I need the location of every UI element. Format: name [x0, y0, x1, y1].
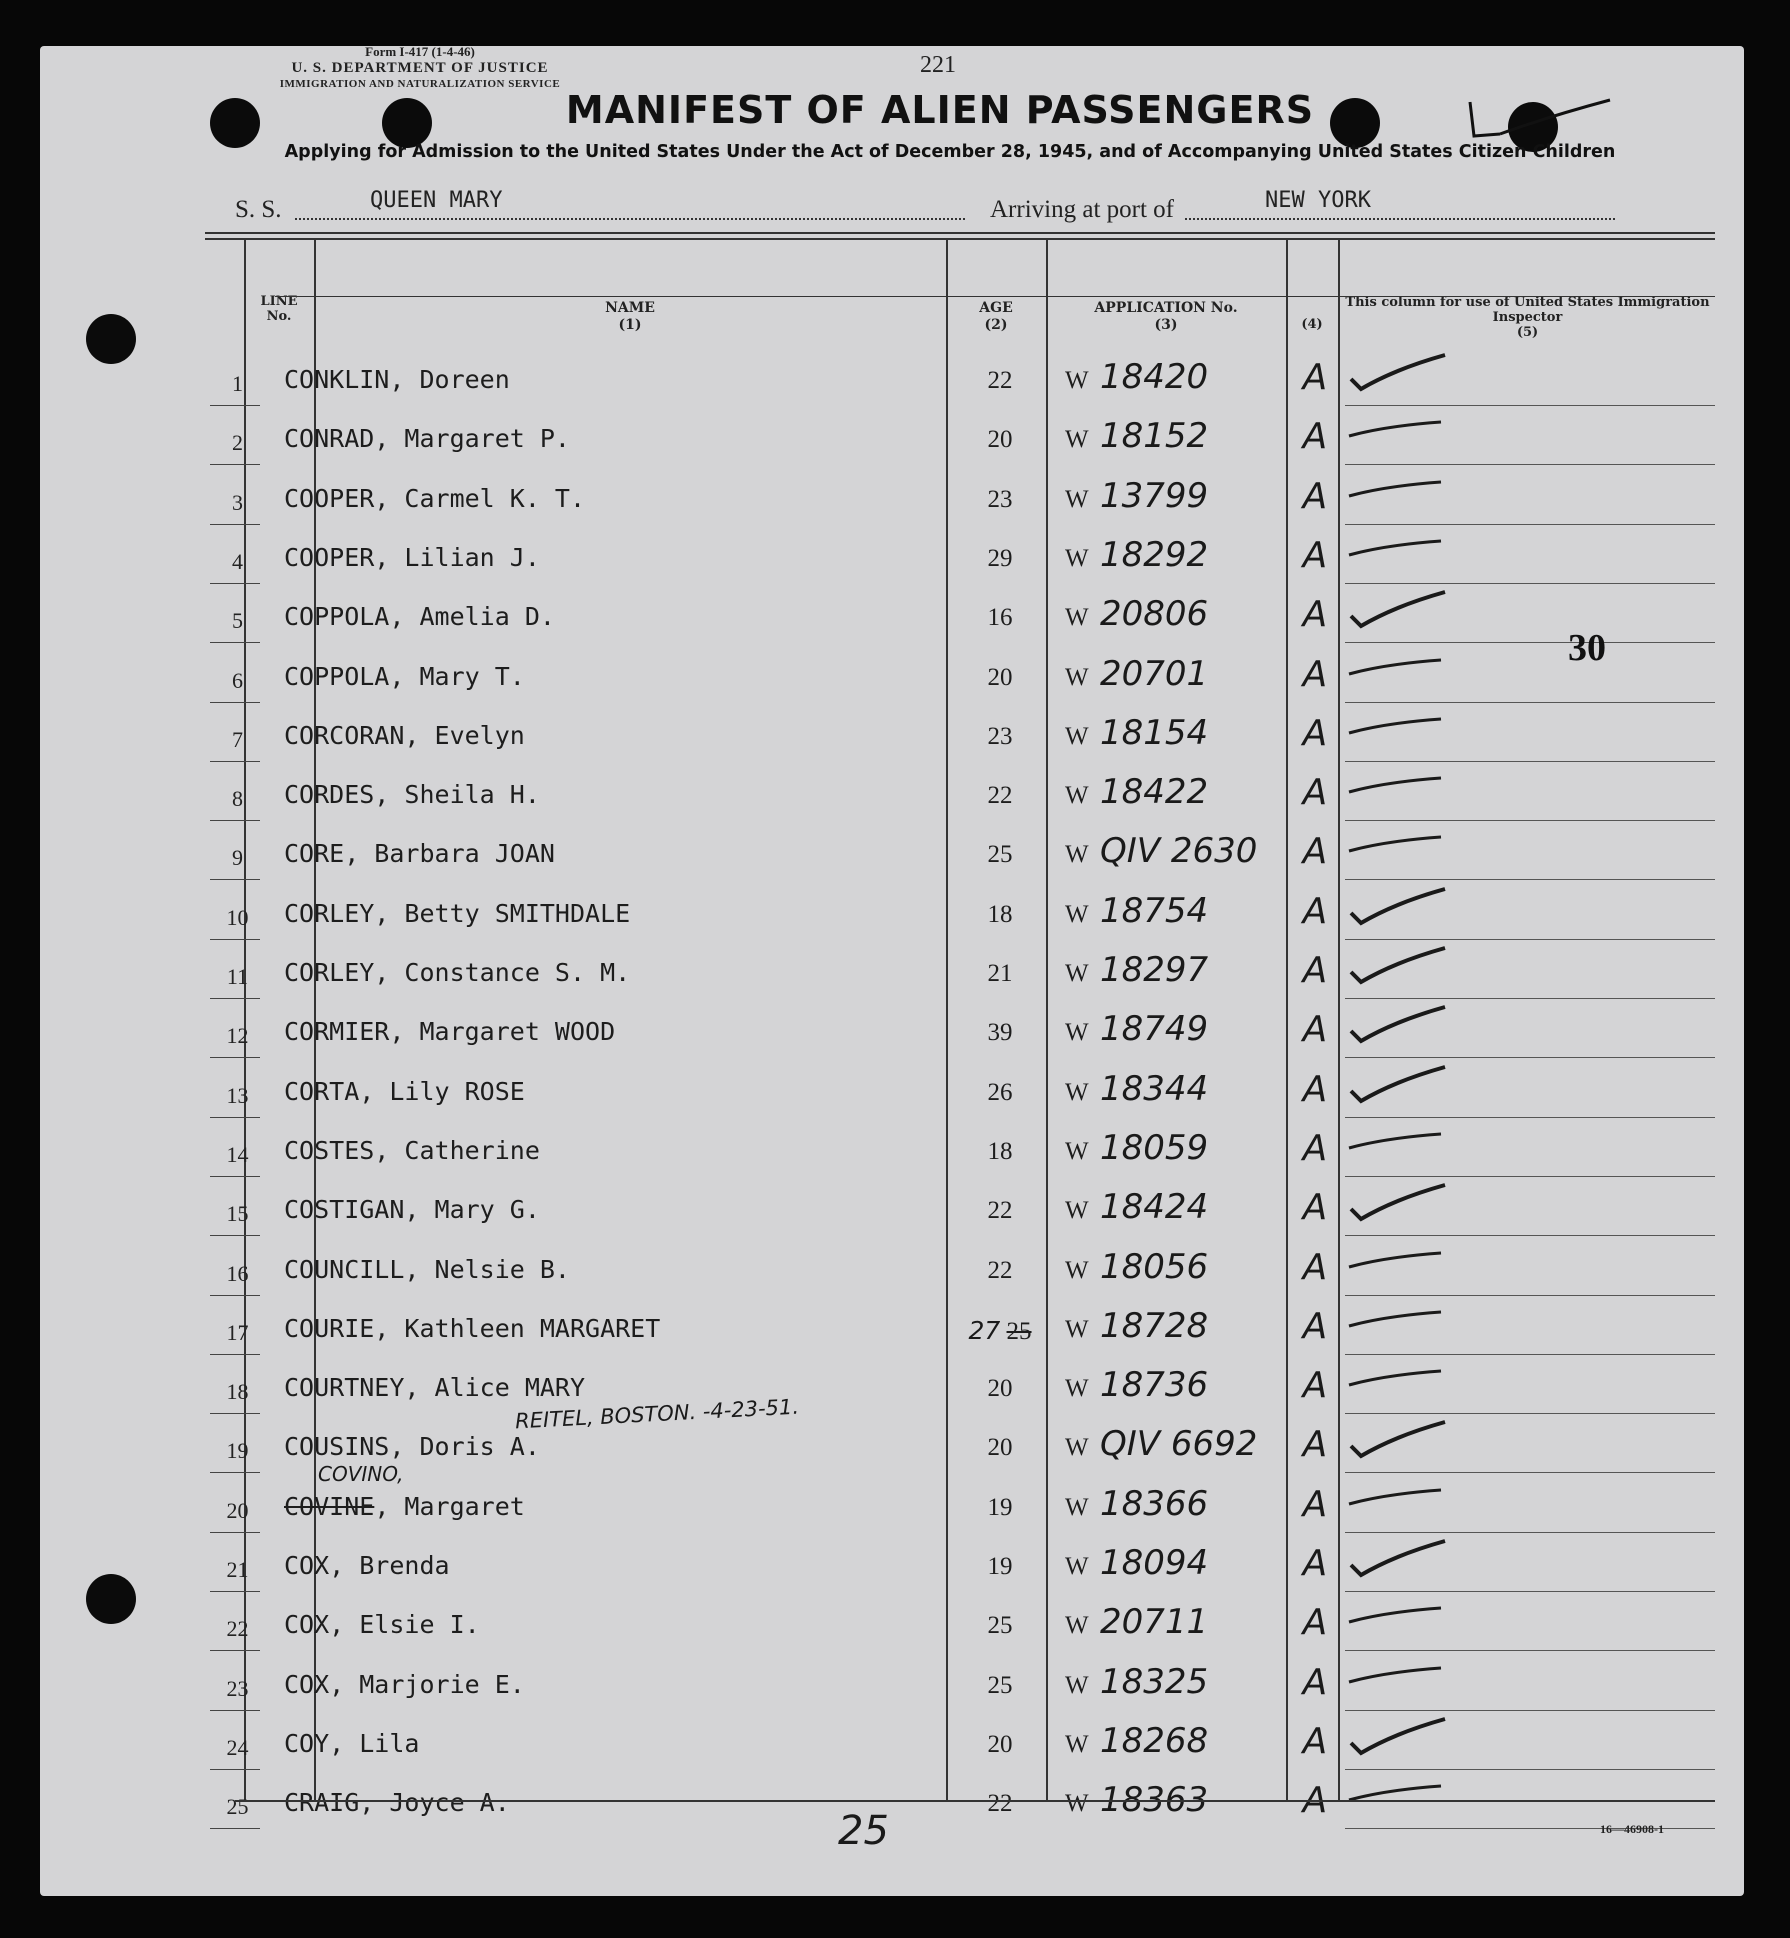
admission-mark: A: [1302, 831, 1328, 873]
table-row: [0, 1355, 1790, 1414]
table-row: [0, 1296, 1790, 1355]
line-number: 6: [232, 667, 243, 693]
passenger-age: [945, 1316, 1055, 1346]
line-number: 1: [232, 371, 243, 396]
application-number: 18325: [1100, 1661, 1209, 1702]
passenger-age: 29: [987, 544, 1013, 572]
inspector-checkmark-icon: [1345, 946, 1455, 986]
corrected-age: 27: [968, 1315, 1001, 1345]
table-row: [0, 1118, 1790, 1177]
passenger-age: 21: [987, 960, 1013, 987]
visa-class: W: [1065, 722, 1089, 750]
visa-class: W: [1065, 1315, 1089, 1343]
table-row: [0, 1177, 1790, 1236]
inspector-checkmark-stroke: [1349, 1668, 1441, 1682]
inspector-checkmark-icon: [1345, 1302, 1455, 1342]
table-row: [0, 1474, 1790, 1533]
line-number: 15: [226, 1201, 249, 1227]
inspector-checkmark-icon: [1345, 412, 1455, 452]
table-row: [0, 644, 1790, 703]
table-row: [0, 525, 1790, 584]
visa-class: W: [1065, 1197, 1089, 1225]
table-row: [0, 1414, 1790, 1473]
table-row: [0, 821, 1790, 880]
application-column-number: (3): [1154, 317, 1178, 333]
admission-mark: A: [1302, 357, 1328, 398]
inspector-checkmark-stroke: [1351, 948, 1445, 982]
given-name: , Margaret: [374, 1491, 525, 1521]
table-row: [0, 762, 1790, 821]
admission-mark: A: [1302, 1068, 1328, 1110]
line-number: 10: [226, 904, 249, 930]
inspector-checkmark-icon: [1345, 1065, 1455, 1105]
table-row: [0, 881, 1790, 940]
application-number: 18736: [1100, 1365, 1209, 1406]
passenger-age: 16: [987, 604, 1013, 632]
application-number: 18420: [1100, 357, 1209, 397]
inspector-checkmark-icon: [1345, 650, 1455, 690]
visa-class: W: [1065, 782, 1089, 810]
inspector-checkmark-icon: [1345, 1776, 1455, 1816]
ship-info-row: [235, 188, 1715, 224]
inspector-checkmark-stroke: [1351, 355, 1445, 389]
inspector-checkmark-icon: [1345, 1717, 1455, 1757]
inspector-checkmark-stroke: [1351, 1422, 1445, 1456]
passenger-age: 18: [987, 900, 1013, 928]
application-number: 18152: [1100, 416, 1209, 457]
column-header-application: [1048, 300, 1284, 334]
application-number: QIV 6692: [1100, 1424, 1258, 1465]
passenger-name: COUSINS, Doris A.: [284, 1432, 540, 1462]
inspector-checkmark-icon: [1345, 590, 1455, 630]
inspector-checkmark-stroke: [1349, 837, 1441, 851]
passenger-name: CORE, Barbara JOAN: [284, 839, 555, 869]
passenger-name: COURTNEY, Alice MARY: [284, 1373, 586, 1403]
inspector-header: This column for use of United States Immigration Inspector: [1345, 295, 1710, 325]
application-number: 18297: [1100, 950, 1209, 990]
name-column-number: (1): [618, 317, 642, 333]
passenger-age: 26: [987, 1078, 1013, 1106]
admission-mark: A: [1302, 950, 1328, 991]
inspector-checkmark-stroke: [1349, 1608, 1441, 1622]
application-number: 18424: [1100, 1187, 1209, 1228]
application-number: 18094: [1100, 1543, 1209, 1583]
admission-mark: A: [1302, 1305, 1328, 1347]
passenger-name: CONKLIN, Doreen: [284, 365, 510, 394]
visa-class: W: [1065, 1137, 1089, 1165]
application-number: 20711: [1100, 1602, 1209, 1643]
passenger-age: 22: [987, 1790, 1013, 1818]
application-number: 18344: [1100, 1068, 1209, 1109]
visa-class: W: [1065, 1553, 1089, 1580]
passenger-name: COOPER, Carmel K. T.: [284, 483, 586, 513]
line-number: 11: [226, 964, 249, 989]
line-number: 7: [232, 726, 243, 752]
passenger-name: CORDES, Sheila H.: [284, 780, 540, 810]
passenger-name: COPPOLA, Amelia D.: [284, 602, 555, 632]
passenger-age: 22: [987, 1256, 1013, 1284]
column-4-number: (4): [1301, 317, 1323, 332]
passenger-name: COURIE, Kathleen MARGARET: [284, 1313, 661, 1343]
inspector-checkmark-stroke: [1349, 1253, 1441, 1267]
page-number: 221: [920, 52, 956, 78]
passenger-name: CORLEY, Betty SMITHDALE: [284, 898, 631, 928]
header-underline: [275, 296, 1715, 297]
application-number: 18059: [1100, 1127, 1209, 1168]
table-row: [0, 1533, 1790, 1592]
line-number: 3: [232, 489, 243, 515]
application-number: 20701: [1100, 653, 1209, 694]
line-number: 14: [226, 1141, 249, 1167]
line-number: 16: [226, 1260, 249, 1286]
visa-class: W: [1065, 900, 1089, 928]
passenger-name: COOPER, Lilian J.: [284, 542, 540, 572]
inspector-checkmark-icon: [1345, 1243, 1455, 1283]
inspector-checkmark-icon: [1345, 827, 1455, 867]
passenger-name: [284, 1492, 525, 1521]
line-number: 23: [226, 1675, 249, 1701]
inspector-checkmark-stroke: [1351, 1007, 1445, 1041]
ship-name-underline: [295, 218, 965, 220]
passenger-name: COSTIGAN, Mary G.: [284, 1195, 540, 1225]
passenger-name: CORTA, Lily ROSE: [284, 1076, 525, 1106]
inspector-checkmark-stroke: [1349, 1786, 1441, 1800]
arriving-port-label: Arriving at port of: [990, 196, 1174, 223]
admission-mark: A: [1302, 1187, 1328, 1229]
admission-mark: A: [1302, 594, 1328, 636]
application-number: 18422: [1100, 772, 1209, 813]
passenger-age: 22: [987, 1197, 1013, 1225]
name-header: NAME: [605, 300, 655, 316]
inspector-checkmark-stroke: [1349, 422, 1441, 436]
admission-mark: A: [1302, 1365, 1328, 1407]
inspector-column-number: (5): [1516, 325, 1539, 340]
printer-code: 16—46908-1: [1600, 1822, 1664, 1836]
line-number: 21: [226, 1557, 249, 1582]
line-number: 25: [226, 1794, 249, 1820]
passenger-count-note: 25: [838, 1808, 889, 1854]
port-name: NEW YORK: [1265, 188, 1371, 213]
passenger-age: 18: [987, 1137, 1013, 1165]
line-number: 20: [226, 1497, 249, 1523]
visa-class: W: [1065, 960, 1089, 987]
column-header-4: [1288, 317, 1336, 332]
table-row: [0, 1652, 1790, 1711]
application-number: 20806: [1100, 594, 1209, 635]
line-number: 18: [226, 1379, 249, 1405]
struck-age: 25: [1006, 1317, 1032, 1345]
admission-mark: A: [1302, 1246, 1328, 1288]
inspector-checkmark-icon: [1345, 1658, 1455, 1698]
visa-class: W: [1065, 663, 1089, 691]
inspector-checkmark-icon: [1345, 353, 1455, 393]
visa-class: W: [1065, 1434, 1089, 1462]
inspector-checkmark-icon: [1345, 1124, 1455, 1164]
admission-mark: A: [1302, 712, 1328, 754]
punch-hole: [1330, 98, 1380, 148]
inspector-checkmark-icon: [1345, 1539, 1455, 1579]
application-number: 18268: [1100, 1720, 1209, 1761]
inspector-checkmark-stroke: [1351, 1541, 1445, 1575]
application-number: 18366: [1100, 1483, 1209, 1524]
passenger-name: COY, Lila: [284, 1728, 420, 1758]
visa-class: W: [1065, 1730, 1089, 1758]
inspector-checkmark-stroke: [1351, 592, 1445, 626]
application-number: 18154: [1100, 712, 1209, 753]
line-no-header: LINE No.: [260, 294, 298, 324]
application-number: 18056: [1100, 1246, 1209, 1287]
covino-correction-note: COVINO,: [318, 1462, 404, 1486]
admission-mark: A: [1302, 416, 1328, 458]
application-number: 18728: [1100, 1305, 1209, 1346]
table-row: [0, 584, 1790, 643]
inspector-checkmark-icon: [1345, 472, 1455, 512]
column-header-age: [948, 300, 1044, 334]
visa-class: W: [1065, 1671, 1089, 1699]
ship-name: QUEEN MARY: [370, 188, 503, 213]
department-name: U. S. DEPARTMENT OF JUSTICE: [291, 60, 549, 76]
line-number: 2: [232, 430, 243, 456]
passenger-age: 23: [987, 485, 1013, 513]
passenger-age: 25: [987, 1671, 1013, 1699]
inspector-checkmark-icon: [1345, 768, 1455, 808]
visa-class: W: [1065, 367, 1089, 394]
passenger-age: 22: [987, 367, 1013, 394]
inspector-checkmark-icon: [1345, 531, 1455, 571]
passenger-name: COSTES, Catherine: [284, 1135, 540, 1165]
admission-mark: A: [1302, 1720, 1328, 1762]
passenger-age: 39: [987, 1019, 1013, 1047]
visa-class: W: [1065, 426, 1089, 454]
passenger-age: 22: [987, 782, 1013, 810]
passenger-name: COX, Marjorie E.: [284, 1669, 525, 1699]
column-header-inspector: [1340, 295, 1715, 340]
line-number: 24: [226, 1734, 249, 1760]
port-name-underline: [1185, 218, 1615, 220]
table-row: [0, 406, 1790, 465]
passenger-name: CONRAD, Margaret P.: [284, 424, 570, 454]
admission-mark: A: [1302, 1543, 1328, 1584]
line-number: 19: [226, 1438, 249, 1464]
age-column-number: (2): [984, 317, 1008, 333]
table-row: [0, 466, 1790, 525]
inspector-checkmark-stroke: [1349, 1134, 1441, 1148]
passenger-name: COUNCILL, Nelsie B.: [284, 1254, 570, 1284]
admission-mark: A: [1302, 1602, 1328, 1644]
passenger-age: 20: [987, 1375, 1013, 1403]
inspector-checkmark-icon: [1345, 1183, 1455, 1223]
admission-mark: A: [1302, 772, 1328, 814]
application-number: 18754: [1100, 890, 1209, 931]
visa-class: W: [1065, 1790, 1089, 1818]
table-row: [0, 999, 1790, 1058]
application-number: 18363: [1100, 1780, 1209, 1821]
inspector-checkmark-icon: [1345, 1361, 1455, 1401]
inspector-checkmark-icon: [1345, 1005, 1455, 1045]
line-number: 13: [226, 1082, 249, 1108]
reitel-boston-note: REITEL, BOSTON. -4-23-51.: [514, 1394, 800, 1434]
passenger-age: 19: [987, 1493, 1013, 1521]
sheet-count-stamp: 30: [1568, 627, 1606, 669]
admission-mark: A: [1302, 1009, 1328, 1051]
inspector-checkmark-icon: [1345, 1420, 1455, 1460]
visa-class: W: [1065, 841, 1089, 869]
visa-class: W: [1065, 485, 1089, 513]
passenger-age: 20: [987, 663, 1013, 691]
application-number: 13799: [1100, 475, 1209, 516]
passenger-age: 19: [987, 1553, 1013, 1580]
table-row: [0, 1711, 1790, 1770]
passenger-name: CORLEY, Constance S. M.: [284, 958, 631, 987]
struck-surname: COVINE: [284, 1491, 375, 1521]
passenger-age: 23: [987, 722, 1013, 750]
header-divider: [205, 238, 1715, 240]
inspector-checkmark-stroke: [1349, 541, 1441, 555]
inspector-checkmark-stroke: [1351, 889, 1445, 923]
inspector-checkmark-icon: [1345, 709, 1455, 749]
visa-class: W: [1065, 1256, 1089, 1284]
line-number: 4: [232, 548, 243, 574]
admission-mark: A: [1302, 890, 1328, 932]
column-header-name: [316, 300, 944, 334]
line-number: 9: [232, 845, 243, 871]
visa-class: W: [1065, 544, 1089, 572]
admission-mark: A: [1302, 1424, 1328, 1466]
passenger-name: CORMIER, Margaret WOOD: [284, 1017, 616, 1047]
passenger-name: CRAIG, Joyce A.: [284, 1788, 510, 1818]
passenger-name: CORCORAN, Evelyn: [284, 720, 525, 750]
line-number: 17: [226, 1319, 249, 1345]
inspector-checkmark-stroke: [1351, 1719, 1445, 1753]
visa-class: W: [1065, 604, 1089, 632]
inspector-checkmark-stroke: [1349, 719, 1441, 733]
line-number: 8: [232, 786, 243, 812]
inspector-checkmark-stroke: [1349, 660, 1441, 674]
admission-mark: A: [1302, 1780, 1328, 1822]
form-identification: [230, 44, 610, 92]
table-row: [0, 1059, 1790, 1118]
header-divider: [205, 232, 1715, 234]
passenger-age: 20: [987, 1730, 1013, 1758]
passenger-age: 25: [987, 1612, 1013, 1640]
visa-class: W: [1065, 1019, 1089, 1047]
admission-mark: A: [1302, 1127, 1328, 1169]
table-row: [0, 347, 1790, 406]
admission-mark: A: [1302, 653, 1328, 695]
admission-mark: A: [1302, 1483, 1328, 1525]
application-header: APPLICATION No.: [1094, 300, 1238, 316]
table-bottom-rule: [235, 1800, 1715, 1802]
page-title: MANIFEST OF ALIEN PASSENGERS: [565, 88, 1315, 132]
punch-hole: [210, 98, 260, 148]
row-rule: [210, 1828, 260, 1829]
line-number: 22: [226, 1616, 249, 1642]
table-row: [0, 1237, 1790, 1296]
table-row: [0, 703, 1790, 762]
admission-mark: A: [1302, 1661, 1328, 1703]
service-name: IMMIGRATION AND NATURALIZATION SERVICE: [279, 78, 561, 90]
line-number: 5: [232, 608, 243, 634]
inspector-checkmark-stroke: [1349, 778, 1441, 792]
passenger-name: COPPOLA, Mary T.: [284, 661, 525, 691]
inspector-checkmark-stroke: [1349, 1312, 1441, 1326]
table-row: [0, 1592, 1790, 1651]
punch-hole: [382, 98, 432, 148]
inspector-checkmark-stroke: [1351, 1185, 1445, 1219]
visa-class: W: [1065, 1493, 1089, 1521]
inspector-checkmark-icon: [1345, 887, 1455, 927]
line-number: 12: [226, 1023, 249, 1049]
age-header: AGE: [979, 300, 1013, 316]
form-number: Form I-417 (1-4-46): [365, 44, 475, 59]
passenger-age: 20: [987, 426, 1013, 454]
application-number: 18292: [1100, 534, 1209, 575]
column-header-line: [246, 294, 312, 324]
inspector-checkmark-stroke: [1349, 1490, 1441, 1504]
inspector-checkmark-stroke: [1349, 1371, 1441, 1385]
table-row: [0, 940, 1790, 999]
visa-class: W: [1065, 1612, 1089, 1640]
admission-mark: A: [1302, 534, 1328, 576]
page-subtitle: Applying for Admission to the United States Under the Act of December 28, 1945, and of Accompanying United States Citizen Children: [284, 142, 1616, 162]
application-number: QIV 2630: [1100, 831, 1258, 872]
admission-mark: A: [1302, 475, 1328, 517]
visa-class: W: [1065, 1078, 1089, 1106]
passenger-age: 25: [987, 841, 1013, 869]
inspector-checkmark-stroke: [1349, 482, 1441, 496]
visa-class: W: [1065, 1375, 1089, 1403]
inspector-checkmark-stroke: [1351, 1067, 1445, 1101]
inspector-checkmark-icon: [1345, 1598, 1455, 1638]
inspector-checkmark-icon: [1345, 1480, 1455, 1520]
passenger-age: 20: [987, 1434, 1013, 1462]
passenger-name: COX, Brenda: [284, 1551, 450, 1580]
passenger-name: COX, Elsie I.: [284, 1610, 480, 1640]
application-number: 18749: [1100, 1009, 1209, 1050]
ss-label: S. S.: [235, 196, 282, 223]
